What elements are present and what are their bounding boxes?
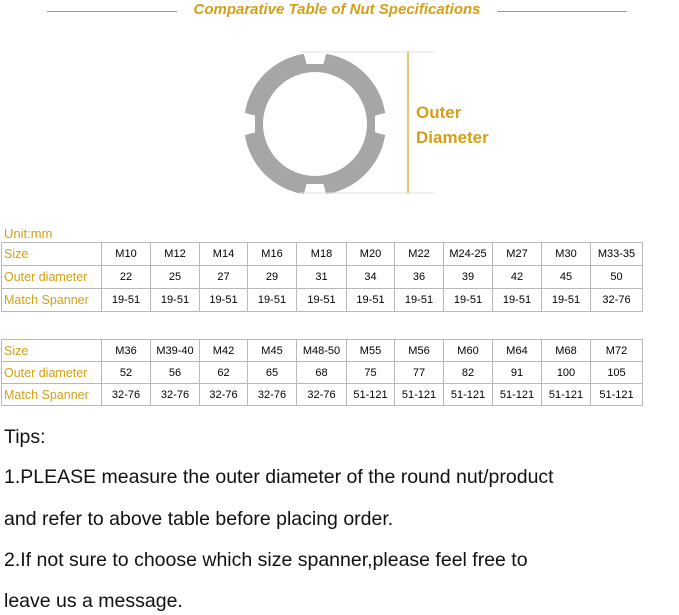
table-cell: 29 [248, 266, 297, 289]
table-cell: 105 [591, 362, 643, 384]
page-title: Comparative Table of Nut Specifications [193, 1, 481, 18]
table-cell: 68 [297, 362, 347, 384]
table-cell: 32-76 [248, 384, 297, 406]
outer-diameter-label-line2: Diameter [416, 128, 489, 147]
row-label: Match Spanner [2, 384, 102, 406]
table-cell: M60 [444, 340, 493, 362]
table-cell: 77 [395, 362, 444, 384]
table-cell: 51-121 [395, 384, 444, 406]
match-spanner-row [2, 384, 643, 406]
outer-diameter-label-line1: Outer [416, 103, 462, 122]
table-cell: 19-51 [444, 289, 493, 312]
table-cell: 51-121 [542, 384, 591, 406]
table-cell: M55 [347, 340, 395, 362]
table-cell: 36 [395, 266, 444, 289]
table-cell: 32-76 [151, 384, 200, 406]
tips-heading: Tips: [4, 426, 46, 448]
table-cell: 19-51 [493, 289, 542, 312]
table-cell: 100 [542, 362, 591, 384]
table-cell: 34 [347, 266, 395, 289]
match-spanner-row [2, 289, 643, 312]
table-cell: 19-51 [395, 289, 444, 312]
table-cell: M39-40 [151, 340, 200, 362]
table-cell: 32-76 [591, 289, 643, 312]
spec-table-2 [1, 339, 643, 406]
table-cell: M24-25 [444, 243, 493, 266]
table-cell: M10 [102, 243, 151, 266]
table-cell: 42 [493, 266, 542, 289]
table-cell: 19-51 [200, 289, 248, 312]
table-cell: M36 [102, 340, 151, 362]
table-cell: M42 [200, 340, 248, 362]
outer-diameter-row [2, 266, 643, 289]
row-label: Size [2, 243, 102, 266]
table-cell: 52 [102, 362, 151, 384]
table-cell: 91 [493, 362, 542, 384]
table-cell: 51-121 [493, 384, 542, 406]
table-cell: 19-51 [347, 289, 395, 312]
row-label: Outer diameter [2, 362, 102, 384]
table-cell: 32-76 [200, 384, 248, 406]
table-cell: 19-51 [151, 289, 200, 312]
row-label: Match Spanner [2, 289, 102, 312]
table-cell: 39 [444, 266, 493, 289]
table-cell: 65 [248, 362, 297, 384]
table-cell: M22 [395, 243, 444, 266]
table-cell: 45 [542, 266, 591, 289]
title-divider-left [47, 11, 177, 12]
table-cell: M72 [591, 340, 643, 362]
spec-table-1 [1, 242, 643, 312]
table-cell: M30 [542, 243, 591, 266]
table-cell: M48-50 [297, 340, 347, 362]
table-cell: 27 [200, 266, 248, 289]
table-cell: 62 [200, 362, 248, 384]
tips-line-2: and refer to above table before placing order. [4, 508, 394, 530]
row-label: Outer diameter [2, 266, 102, 289]
table-cell: 51-121 [444, 384, 493, 406]
round-nut-icon [245, 54, 385, 194]
table-cell: 32-76 [297, 384, 347, 406]
title-row [0, 0, 679, 24]
table-cell: M16 [248, 243, 297, 266]
table-cell: 19-51 [102, 289, 151, 312]
size-row [2, 243, 643, 266]
table-cell: M27 [493, 243, 542, 266]
table-cell: 19-51 [297, 289, 347, 312]
table-cell: 56 [151, 362, 200, 384]
table-cell: M18 [297, 243, 347, 266]
table-cell: 22 [102, 266, 151, 289]
tips-line-4: leave us a message. [4, 590, 183, 612]
table-cell: 32-76 [102, 384, 151, 406]
unit-label: Unit:mm [4, 226, 53, 241]
nut-diagram [240, 52, 390, 197]
table-cell: 51-121 [347, 384, 395, 406]
table-cell: M14 [200, 243, 248, 266]
tips-line-3: 2.If not sure to choose which size spanner,please feel free to [4, 549, 528, 571]
table-cell: M68 [542, 340, 591, 362]
table-cell: 19-51 [542, 289, 591, 312]
title-divider-right [497, 11, 627, 12]
row-label: Size [2, 340, 102, 362]
table-cell: M20 [347, 243, 395, 266]
table-cell: 19-51 [248, 289, 297, 312]
table-cell: 82 [444, 362, 493, 384]
table-cell: 51-121 [591, 384, 643, 406]
table-cell: M64 [493, 340, 542, 362]
table-cell: M12 [151, 243, 200, 266]
table-cell: 31 [297, 266, 347, 289]
outer-diameter-row [2, 362, 643, 384]
table-cell: 75 [347, 362, 395, 384]
table-cell: 25 [151, 266, 200, 289]
table-cell: M56 [395, 340, 444, 362]
size-row [2, 340, 643, 362]
table-cell: M33-35 [591, 243, 643, 266]
table-cell: 50 [591, 266, 643, 289]
table-cell: M45 [248, 340, 297, 362]
tips-line-1: 1.PLEASE measure the outer diameter of the round nut/product [4, 466, 554, 488]
